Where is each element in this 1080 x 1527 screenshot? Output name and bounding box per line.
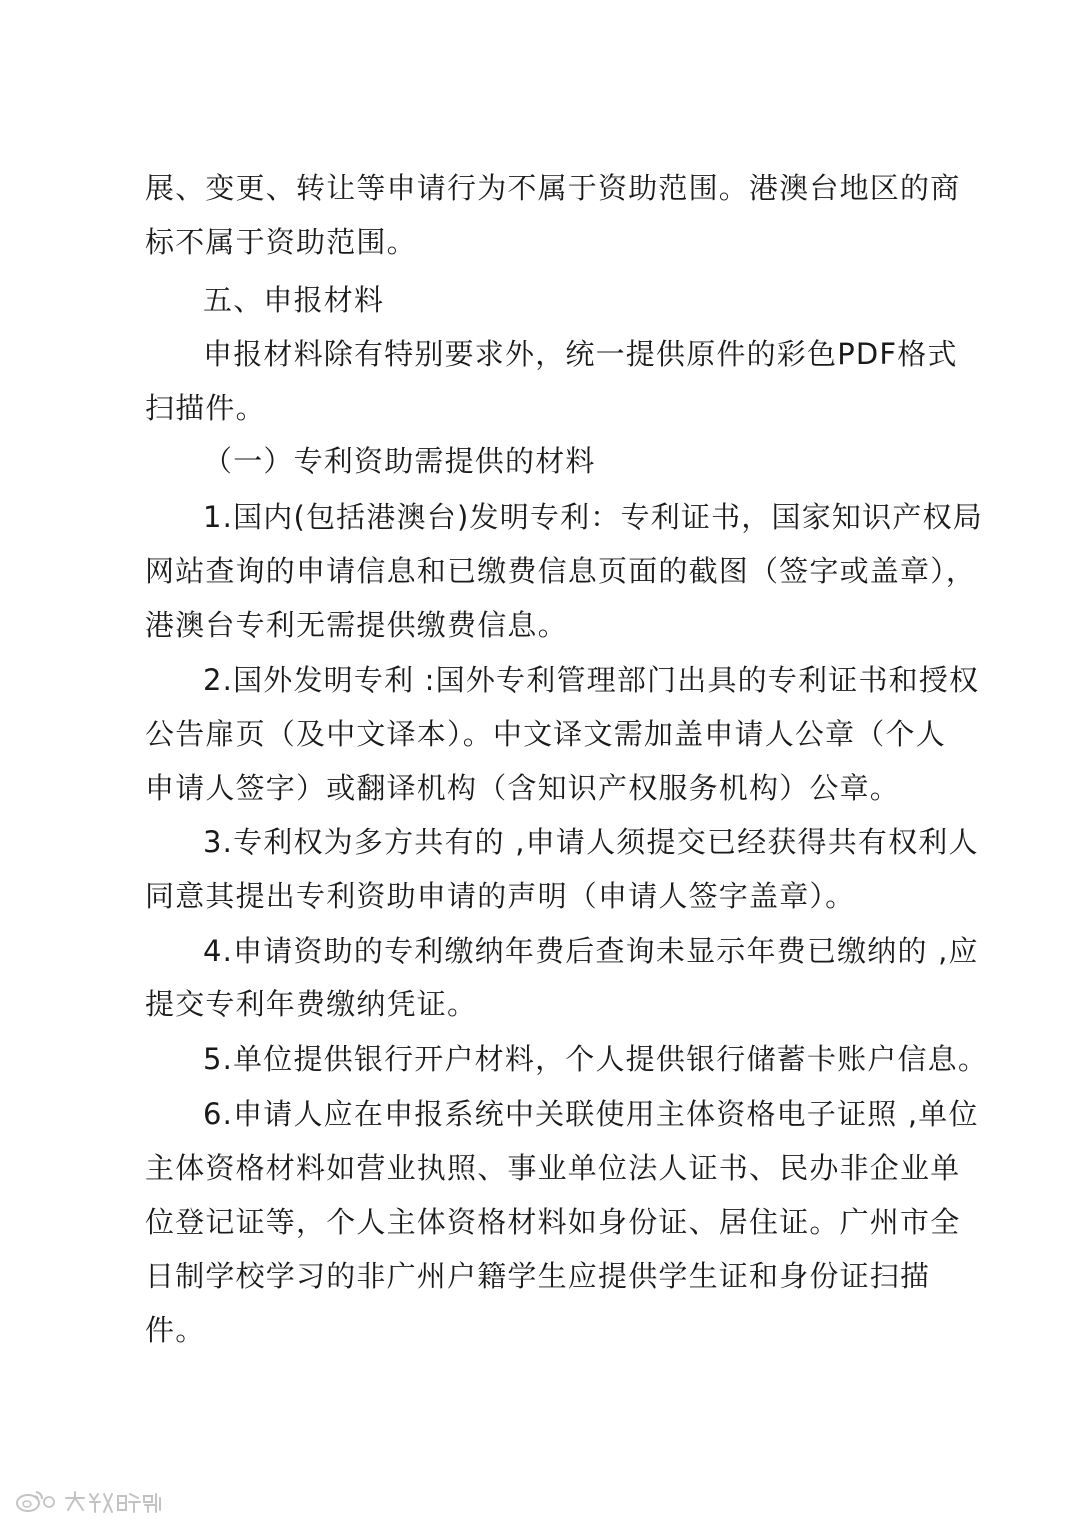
text-line: 申请人签字）或翻译机构（含知识产权服务机构）公章。 (145, 771, 901, 805)
text-line: 2.国外发明专利 :国外专利管理部门出具的专利证书和授权 (203, 663, 980, 697)
subsection-heading: （一）专利资助需提供的材料 (203, 444, 596, 478)
text-line: 日制学校学习的非广州户籍学生应提供学生证和身份证扫描 (145, 1259, 931, 1293)
section-heading: 五、申报材料 (203, 283, 385, 317)
text-line: 港澳台专利无需提供缴费信息。 (145, 608, 568, 642)
text-line: 展、变更、转让等申请行为不属于资助范围。港澳台地区的商 (145, 171, 961, 205)
text-line: 网站查询的申请信息和已缴费信息页面的截图（签字或盖章）， (145, 554, 977, 588)
text-line: 标不属于资助范围。 (145, 225, 417, 259)
watermark (14, 1488, 164, 1514)
text-line: 主体资格材料如营业执照、事业单位法人证书、民办非企业单 (145, 1151, 961, 1185)
text-line: 4.申请资助的专利缴纳年费后查询未显示年费已缴纳的 ,应 (203, 934, 979, 968)
text-line: 件。 (145, 1313, 206, 1347)
text-line: 5.单位提供银行开户材料，个人提供银行储蓄卡账户信息。 (203, 1042, 989, 1076)
weibo-logo-icon (14, 1488, 164, 1514)
text-line: 提交专利年费缴纳凭证。 (145, 987, 478, 1021)
text-line: 同意其提出专利资助申请的声明（申请人签字盖章）。 (145, 879, 856, 913)
text-line: 申报材料除有特别要求外，统一提供原件的彩色PDF格式 (203, 337, 958, 371)
text-line: 扫描件。 (145, 391, 266, 425)
text-line: 6.申请人应在申报系统中关联使用主体资格电子证照 ,单位 (203, 1097, 979, 1131)
text-line: 位登记证等，个人主体资格材料如身份证、居住证。广州市全 (145, 1205, 961, 1239)
text-line: 3.专利权为多方共有的 ,申请人须提交已经获得共有权利人 (203, 825, 979, 859)
text-line: 公告扉页（及中文译本）。中文译文需加盖申请人公章（个人 (145, 717, 946, 751)
text-line: 1.国内(包括港澳台)发明专利：专利证书，国家知识产权局 (203, 500, 983, 534)
